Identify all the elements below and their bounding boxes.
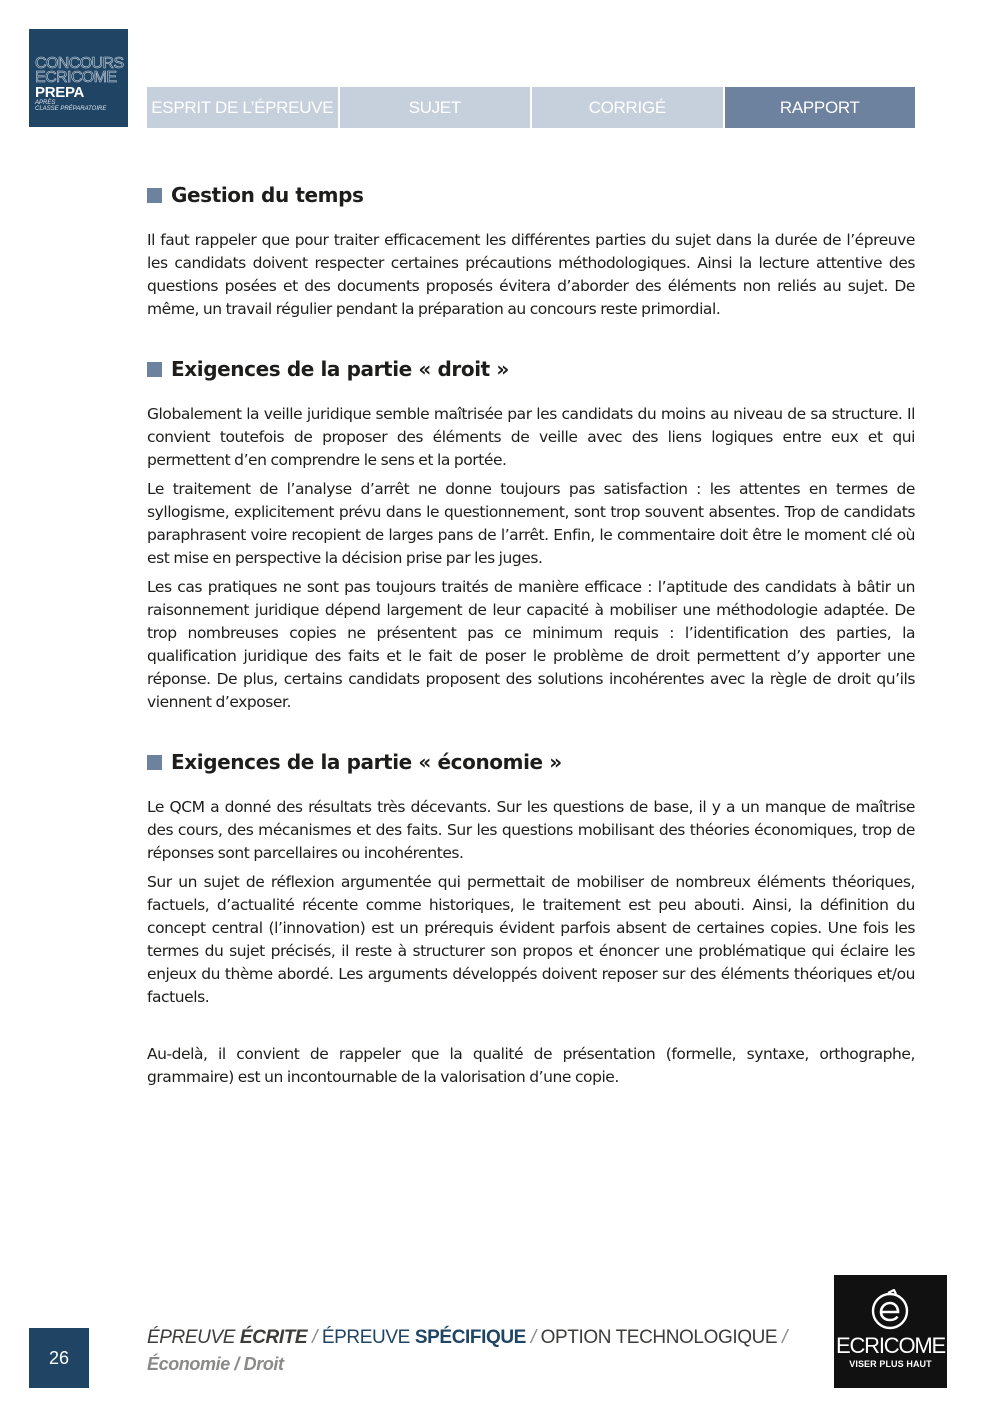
tab-corrige[interactable]: CORRIGÉ [532,87,723,128]
logo-classe-text: CLASSE PRÉPARATOIRE [35,106,107,112]
ecricome-logo [834,1275,947,1388]
section-heading-text: Exigences de la partie « économie » [171,750,562,774]
logo-prepa-text: PREPA [35,84,85,101]
footer-separator: / [312,1327,317,1348]
footer-ecrite: ÉCRITE [239,1327,308,1348]
tab-rapport[interactable]: RAPPORT [725,87,916,128]
footer-separator: / [782,1327,787,1348]
heading-square-icon [147,188,162,203]
paragraph: Les cas pratiques ne sont pas toujours traités de manière efficace : l’aptitude des candidats à bâtir un raisonnement juridique dépend largement de leur capacité à mobiliser une méthodologie adaptée. De trop nombreuses copies ne présentent pas ce minimum requis : l’identification des parties, la qualification juridique des faits et le fait de poser le problème de droit permettent d’y apporter une réponse. De plus, certains candidats proposent des solutions incohérentes avec la règle de droit qu’ils viennent d’exposer. [147,578,915,711]
closing-paragraph: Au-delà, il convient de rappeler que la qualité de présentation (formelle, syntaxe, orthographe, grammaire) est un incontournable de la valorisation d’une copie. [147,1045,915,1086]
section-heading-gestion-temps [147,180,915,210]
ecricome-name: ECRICOME [836,1333,945,1358]
footer-subject: Économie / Droit [147,1354,284,1374]
tab-sujet[interactable]: SUJET [340,87,531,128]
heading-square-icon [147,755,162,770]
logo-apres-text: APRÈS [35,100,56,106]
ecricome-e-icon [870,1289,910,1331]
section-heading-text: Exigences de la partie « droit » [171,357,509,381]
footer-epreuve-2: ÉPREUVE [321,1327,410,1348]
section-tabs [147,87,915,128]
tab-esprit-epreuve[interactable]: ESPRIT DE L’ÉPREUVE [147,87,338,128]
section-heading-droit [147,354,915,384]
footer-exam-title [147,1327,787,1349]
section-heading-text: Gestion du temps [171,183,364,207]
paragraph: Le QCM a donné des résultats très décevants. Sur les questions de base, il y a un manque de maîtrise des cours, des mécanismes et des faits. Sur les questions mobilisant des théories économiques, trop de réponses sont parcellaires ou incohérentes. [147,798,915,862]
report-content [147,180,915,1089]
ecricome-tagline: VISER PLUS HAUT [849,1359,932,1369]
footer-separator: / [530,1327,536,1348]
paragraph: Sur un sujet de réflexion argumentée qui permettait de mobiliser de nombreux éléments théoriques, factuels, d’actualité récente comme historiques, le traitement est peu abouti. Ainsi, la définition du concept central (l’innovation) est un prérequis évident parfois absent de certaines copies. Une fois les termes du sujet précisés, il reste à structurer son propos et énoncer une problématique qui éclaire les enjeux du thème abordé. Les arguments développés doivent reposer sur des éléments théoriques et/ou factuels. [147,873,915,1006]
footer-epreuve: ÉPREUVE [147,1327,236,1348]
logo-concours-text: CONCOURS [35,55,124,72]
paragraph: Il faut rappeler que pour traiter efficacement les différentes parties du sujet dans la durée de l’épreuve les candidats doivent respecter certaines précautions méthodologiques. Ainsi la lecture attentive des questions posées et des documents proposés évitera d’aborder des éléments non reliés au sujet. De même, un travail régulier pendant la préparation au concours reste primordial. [147,231,915,318]
footer-specifique: SPÉCIFIQUE [414,1327,526,1348]
paragraph: Globalement la veille juridique semble maîtrisée par les candidats du moins au niveau de sa structure. Il convient toutefois de proposer des éléments de veille avec des liens logiques entre eux et qui permettent d’en comprendre le sens et la portée. [147,405,915,469]
paragraph: Le traitement de l’analyse d’arrêt ne donne toujours pas satisfaction : les attentes en termes de syllogisme, explicitement prévu dans le questionnement, sont trop souvent absentes. Trop de candidats paraphrasent voire recopient de larges pans de l’arrêt. Enfin, le commentaire doit être le moment clé où est mise en perspective la décision prise par les juges. [147,480,915,567]
concours-logo [29,29,128,127]
logo-ecricome-text: ECRICOME [35,69,117,86]
footer-option: OPTION TECHNOLOGIQUE [540,1327,778,1348]
page-number: 26 [29,1328,89,1388]
section-heading-economie [147,747,915,777]
heading-square-icon [147,362,162,377]
